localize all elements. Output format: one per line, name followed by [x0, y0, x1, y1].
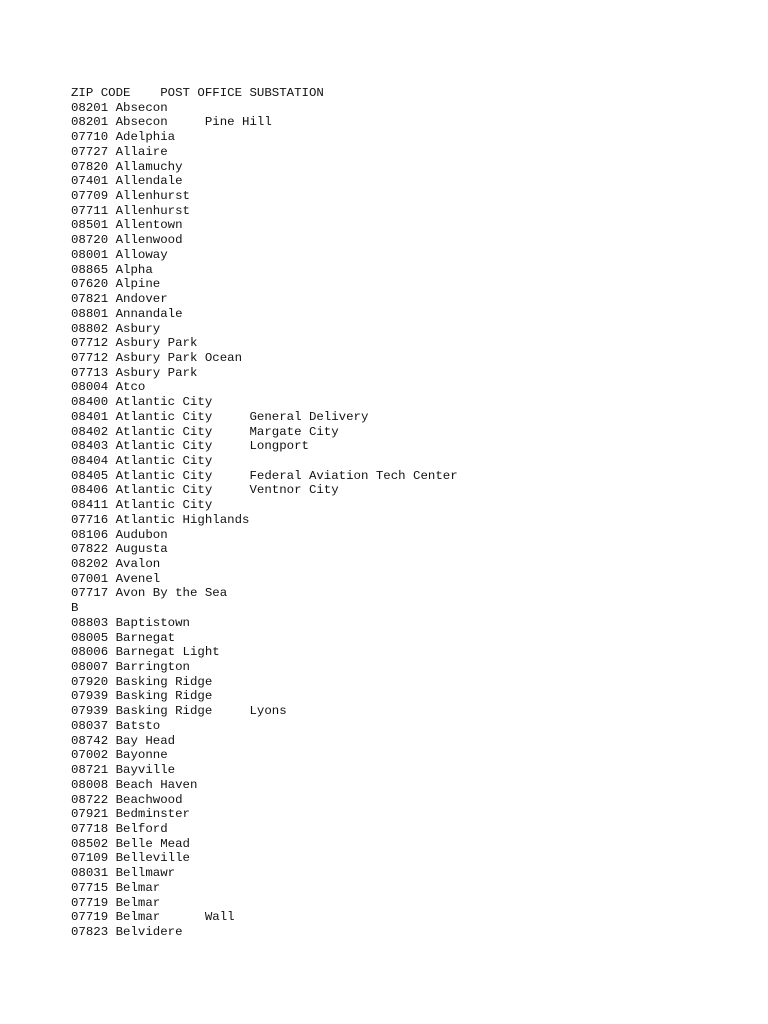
zip-entry-line: 08007 Barrington	[71, 660, 190, 675]
zip-entry-line: 08720 Allenwood	[71, 233, 183, 248]
zip-entry-line: 08721 Bayville	[71, 763, 176, 778]
zip-entry-line: 08001 Alloway	[71, 247, 168, 262]
zip-entry-line: 08406 Atlantic City Ventnor City	[71, 483, 339, 498]
zip-entry-line: 07822 Augusta	[71, 542, 168, 557]
zip-entry-line: 08405 Atlantic City Federal Aviation Tech Center	[71, 468, 458, 483]
column-header-line: ZIP CODE POST OFFICE SUBSTATION	[71, 86, 324, 100]
zip-entry-line: 08401 Atlantic City General Delivery	[71, 409, 369, 424]
zip-entry-line: 08037 Batsto	[71, 718, 161, 733]
zip-entry-line: 08008 Beach Haven	[71, 777, 198, 792]
zip-entry-line: 07820 Allamuchy	[71, 159, 183, 174]
zip-entry-line: 08201 Absecon Pine Hill	[71, 115, 272, 130]
zip-entry-line: 07710 Adelphia	[71, 130, 176, 145]
zip-entry-line: 08865 Alpha	[71, 262, 153, 277]
document-page	[71, 86, 751, 940]
zip-entry-line: 08031 Bellmawr	[71, 866, 176, 881]
zip-entry-line: 08106 Audubon	[71, 527, 168, 542]
zip-entry-line: 07109 Belleville	[71, 851, 190, 866]
zip-entry-line: 07717 Avon By the Sea	[71, 586, 228, 601]
zip-entry-line: 08502 Belle Mead	[71, 836, 190, 851]
zip-entry-line: 08742 Bay Head	[71, 733, 176, 748]
zip-entry-line: 08802 Asbury	[71, 321, 161, 336]
zip-entry-line: 08403 Atlantic City Longport	[71, 439, 309, 454]
zip-entry-line: 07727 Allaire	[71, 144, 168, 159]
zip-entry-line: 07712 Asbury Park Ocean	[71, 350, 243, 365]
zip-entry-line: 08722 Beachwood	[71, 792, 183, 807]
zip-entry-line: 07711 Allenhurst	[71, 203, 190, 218]
zip-entry-line: 07719 Belmar Wall	[71, 910, 235, 925]
zip-entry-line: 07709 Allenhurst	[71, 189, 190, 204]
zip-entry-line: 07620 Alpine	[71, 277, 161, 292]
zip-entry-line: 07718 Belford	[71, 821, 168, 836]
zip-entry-line: 07920 Basking Ridge	[71, 674, 213, 689]
zip-entry-line: 07716 Atlantic Highlands	[71, 512, 250, 527]
zip-entry-line: 08402 Atlantic City Margate City	[71, 424, 339, 439]
zip-entry-line: 08803 Baptistown	[71, 615, 190, 630]
zip-entry-line: 08801 Annandale	[71, 306, 183, 321]
zip-entry-line: 08201 Absecon	[71, 100, 168, 115]
zip-entry-line: 07719 Belmar	[71, 895, 161, 910]
zip-entry-line: 07712 Asbury Park	[71, 336, 198, 351]
zip-entry-line: 07401 Allendale	[71, 174, 183, 189]
zip-entry-line: 07823 Belvidere	[71, 924, 183, 939]
zip-entry-line: 07921 Bedminster	[71, 807, 190, 822]
zip-entry-line: 08404 Atlantic City	[71, 453, 213, 468]
zip-entry-line: 07002 Bayonne	[71, 748, 168, 763]
zip-entry-line: 08004 Atco	[71, 380, 146, 395]
zip-entry-line: 08006 Barnegat Light	[71, 645, 220, 660]
zip-entry-line: 07821 Andover	[71, 292, 168, 307]
zip-entry-line: 08202 Avalon	[71, 557, 161, 571]
zip-code-listing	[71, 86, 751, 940]
zip-entry-line: 07713 Asbury Park	[71, 365, 198, 380]
zip-entry-line: 07715 Belmar	[71, 880, 161, 895]
zip-entry-line: 07001 Avenel	[71, 571, 161, 586]
zip-entry-line: 08411 Atlantic City	[71, 498, 213, 513]
zip-entry-line: 08005 Barnegat	[71, 630, 176, 645]
zip-entry-line: 07939 Basking Ridge	[71, 689, 213, 704]
zip-entry-line: 08400 Atlantic City	[71, 395, 213, 410]
zip-entry-line: 07939 Basking Ridge Lyons	[71, 704, 287, 719]
zip-entry-line: 08501 Allentown	[71, 218, 183, 233]
zip-entry-line: B	[71, 601, 79, 616]
